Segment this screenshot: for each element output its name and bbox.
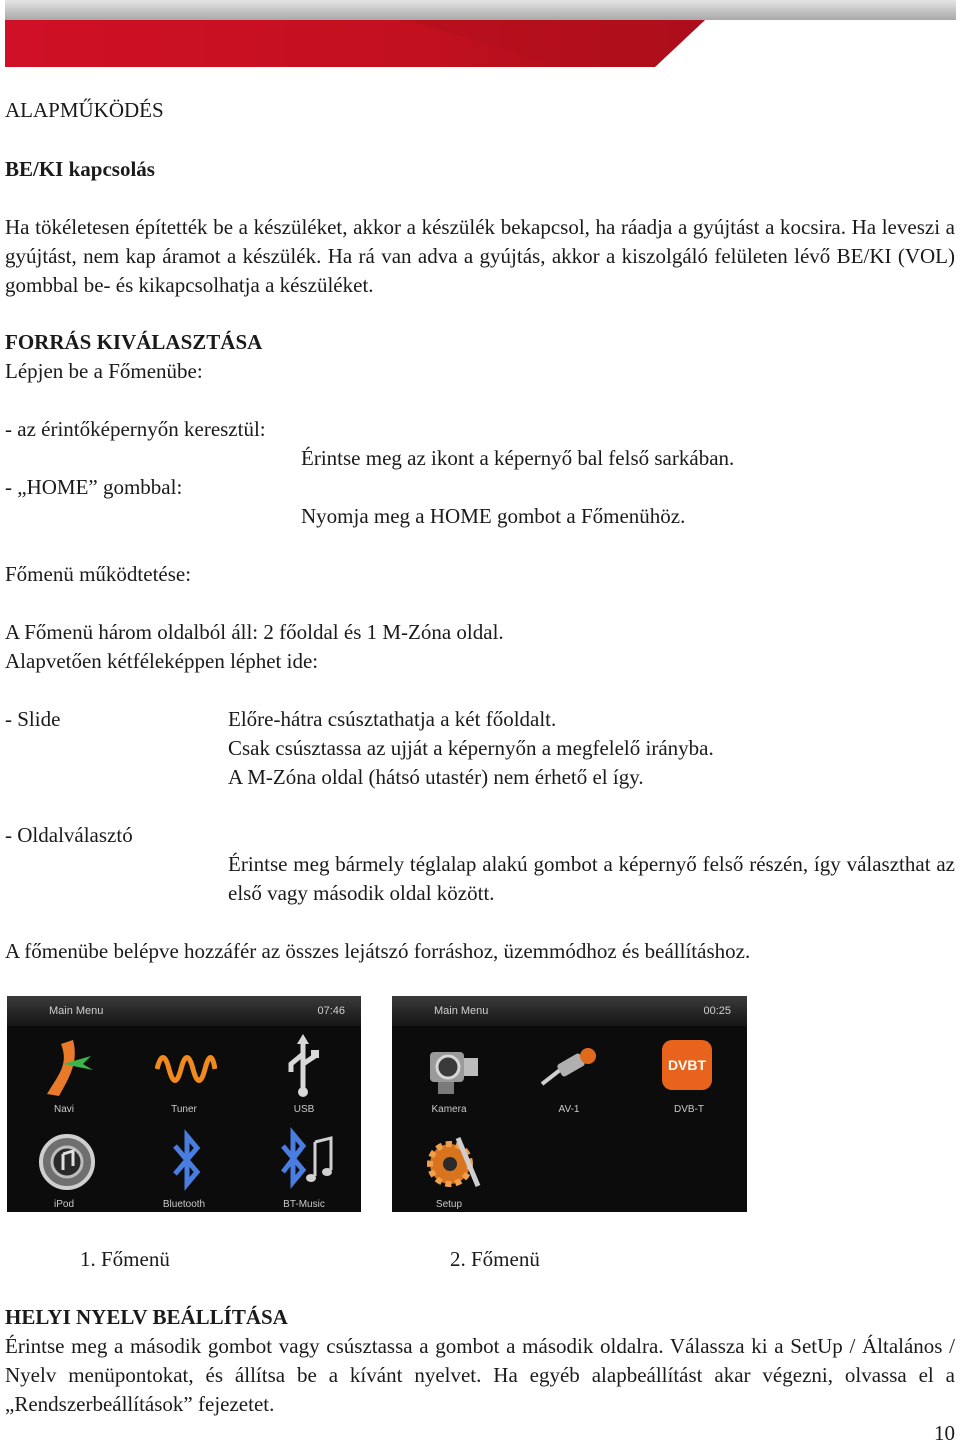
language-heading: HELYI NYELV BEÁLLÍTÁSA	[5, 1305, 288, 1329]
page-number: 10	[934, 1421, 955, 1445]
page-title: ALAPMŰKÖDÉS	[5, 98, 164, 122]
bluetooth-icon	[167, 1128, 207, 1194]
screen-time: 00:25	[703, 1005, 731, 1017]
screen-time: 07:46	[317, 1005, 345, 1017]
touch-text: Érintse meg az ikont a képernyő bal felső sarkában.	[301, 446, 735, 470]
slide-line: A M-Zóna oldal (hátsó utastér) nem érhető el így.	[228, 765, 644, 789]
mainmenu-heading: Főmenü működtetése:	[5, 562, 192, 586]
slide-line: Előre-hátra csúsztathatja a két főoldalt.	[228, 707, 557, 731]
icon-label: Setup	[435, 1199, 463, 1210]
icon-label: DVB-T	[674, 1104, 704, 1115]
access-text: A főmenübe belépve hozzáfér az összes lejátszó forráshoz, üzemmódhoz és beállításhoz.	[5, 939, 751, 963]
svg-text:DVBT: DVBT	[667, 1057, 707, 1073]
home-label: - „HOME” gombbal:	[5, 475, 183, 499]
icon-label: iPod	[53, 1199, 74, 1210]
icon-label: BT-Music	[283, 1199, 325, 1210]
screen-menu-title: Main Menu	[434, 1005, 489, 1017]
slide-label: - Slide	[5, 707, 61, 731]
main-menu-screenshot-2	[392, 996, 747, 1212]
dvbt-icon	[658, 1036, 716, 1094]
home-text: Nyomja meg a HOME gombot a Főmenühöz.	[301, 504, 686, 528]
screen-menu-title: Main Menu	[49, 1005, 104, 1017]
selector-label: - Oldalválasztó	[5, 823, 133, 847]
av-icon	[540, 1044, 600, 1090]
source-intro: Lépjen be a Főmenübe:	[5, 359, 203, 383]
camera-icon	[420, 1034, 484, 1098]
main-menu-screenshot-1	[7, 996, 361, 1212]
ipod-icon	[37, 1126, 97, 1196]
tuner-icon	[155, 1044, 217, 1094]
mainmenu-line1: A Főmenü három oldalból áll: 2 főoldal és 1 M-Zóna oldal.	[5, 620, 504, 644]
screenshot-caption-1: 1. Főmenü	[80, 1247, 170, 1271]
screenshot-caption-2: 2. Főmenü	[450, 1247, 540, 1271]
icon-label: Kamera	[431, 1104, 467, 1115]
source-heading: FORRÁS KIVÁLASZTÁSA	[5, 330, 263, 354]
icon-label: Tuner	[171, 1104, 197, 1115]
selector-text: Érintse meg bármely téglalap alakú gombot a képernyő felső részén, így választhat az első vagy második oldal között.	[228, 852, 955, 905]
mainmenu-line2: Alapvetően kétféleképpen léphet ide:	[5, 649, 319, 673]
screen-topbar	[7, 996, 361, 1026]
touch-label: - az érintőképernyőn keresztül:	[5, 417, 266, 441]
icon-label: Bluetooth	[162, 1199, 206, 1210]
power-text: Ha tökéletesen építették be a készüléket, akkor a készülék bekapcsol, ha ráadja a gyújtást a kocsira. Ha leveszi a gyújtást, nem kap áramot a készülék. Ha rá van adva a gyújtás, akkor a kiszolgáló felületen lévő BE/KI (VOL) gombbal be- és kikapcsolhatja a készüléket.	[5, 215, 955, 297]
slide-line: Csak csúsztassa az ujját a képernyőn a megfelelő irányba.	[228, 736, 714, 760]
icon-label: AV-1	[558, 1104, 580, 1115]
usb-icon	[283, 1034, 323, 1098]
header-banner	[5, 0, 956, 67]
language-text: Érintse meg a második gombot vagy csúsztassa a gombot a második oldalra. Válassza ki a SetUp / Általános / Nyelv menüpontokat, és állítsa be a kívánt nyelvet. Ha egyéb alapbeállítást akar végezni, olvassa el a „Rendszerbeállítások” fejezetet.	[5, 1334, 955, 1416]
navi-icon	[39, 1034, 99, 1098]
power-heading: BE/KI kapcsolás	[5, 157, 155, 181]
icon-label: Navi	[53, 1104, 74, 1115]
icon-label: USB	[293, 1104, 315, 1115]
screen-topbar	[392, 996, 747, 1026]
setup-icon	[422, 1128, 482, 1194]
bt-music-icon	[279, 1126, 335, 1194]
